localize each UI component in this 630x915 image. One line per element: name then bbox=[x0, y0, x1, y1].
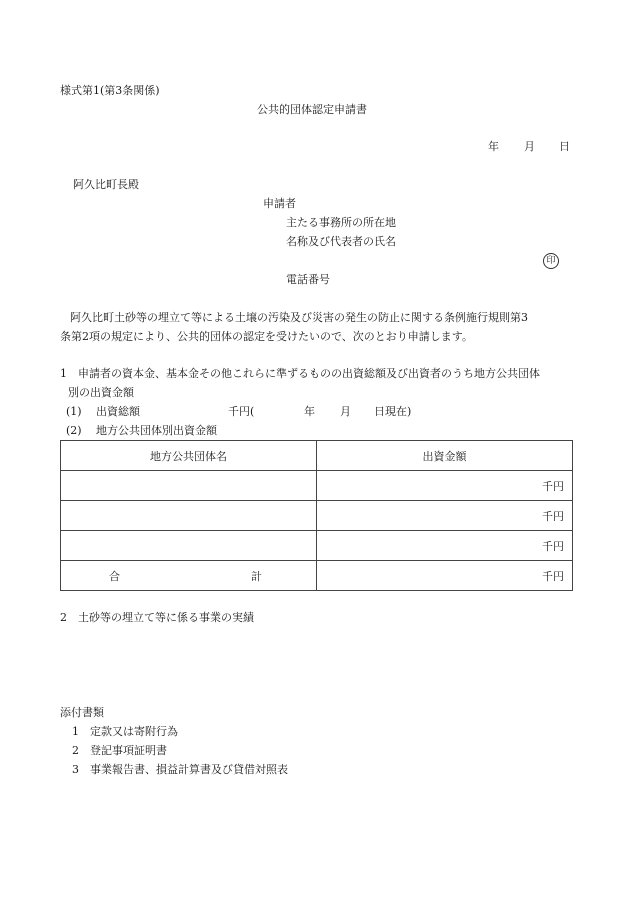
seal-mark: 印 bbox=[543, 253, 559, 269]
attachment-text: 定款又は寄附行為 bbox=[90, 725, 178, 738]
table-row bbox=[61, 501, 573, 531]
item-1-label: 出資総額 bbox=[96, 405, 140, 418]
applicant-address-label: 主たる事務所の所在地 bbox=[286, 216, 396, 229]
total-label-b: 計 bbox=[251, 569, 262, 583]
section-1-line-1: 1 申請者の資本金、基本金その他これらに準ずるものの出資総額及び出資者のうち地方公共団体 bbox=[60, 367, 540, 380]
total-label-cell bbox=[61, 561, 317, 591]
date-day: 日 bbox=[559, 140, 570, 153]
body-line-2: 条第2項の規定により、公共的団体の認定を受けたいので、次のとおり申請します。 bbox=[60, 330, 473, 343]
investment-table bbox=[60, 440, 573, 591]
amount-cell: 千円 bbox=[317, 501, 573, 531]
attachments-heading: 添付書類 bbox=[60, 706, 104, 719]
table-header-row bbox=[61, 441, 573, 471]
body-line-1: 阿久比町土砂等の埋立て等による土壌の汚染及び災害の発生の防止に関する条例施行規則第3 bbox=[70, 311, 528, 324]
document-title: 公共的団体認定申請書 bbox=[257, 103, 367, 116]
government-name-cell bbox=[61, 471, 317, 501]
applicant-label: 申請者 bbox=[263, 197, 296, 210]
applicant-name-label: 名称及び代表者の氏名 bbox=[286, 235, 396, 248]
header-investment-amount: 出資金額 bbox=[317, 441, 573, 471]
item-1-unit: 千円( bbox=[228, 405, 255, 418]
item-1-year: 年 bbox=[304, 405, 315, 418]
section-1-line-2: 別の出資金額 bbox=[68, 386, 134, 399]
attachment-number: 3 bbox=[72, 763, 79, 776]
phone-label: 電話番号 bbox=[286, 273, 330, 286]
date-month: 月 bbox=[524, 140, 535, 153]
amount-cell: 千円 bbox=[317, 531, 573, 561]
item-2-label: 地方公共団体別出資金額 bbox=[96, 424, 217, 437]
government-name-cell bbox=[61, 531, 317, 561]
attachment-text: 登記事項証明書 bbox=[90, 744, 167, 757]
total-amount-cell: 千円 bbox=[317, 561, 573, 591]
date-year: 年 bbox=[488, 140, 499, 153]
amount-cell: 千円 bbox=[317, 471, 573, 501]
attachment-number: 2 bbox=[72, 744, 79, 757]
table-row bbox=[61, 531, 573, 561]
table-row bbox=[61, 471, 573, 501]
total-label-a: 合 bbox=[109, 569, 120, 583]
table-total-row bbox=[61, 561, 573, 591]
government-name-cell bbox=[61, 501, 317, 531]
item-1-month: 月 bbox=[340, 405, 351, 418]
item-1-suffix: 日現在) bbox=[374, 405, 412, 418]
attachment-text: 事業報告書、損益計算書及び貸借対照表 bbox=[90, 763, 288, 776]
section-2-heading: 2 土砂等の埋立て等に係る事業の実績 bbox=[60, 611, 254, 624]
item-1-number: (1) bbox=[66, 405, 82, 418]
attachment-number: 1 bbox=[72, 725, 79, 738]
header-government-name: 地方公共団体名 bbox=[61, 441, 317, 471]
form-number: 様式第1(第3条関係) bbox=[60, 84, 160, 97]
item-2-number: (2) bbox=[66, 424, 82, 437]
addressee: 阿久比町長殿 bbox=[73, 178, 139, 191]
